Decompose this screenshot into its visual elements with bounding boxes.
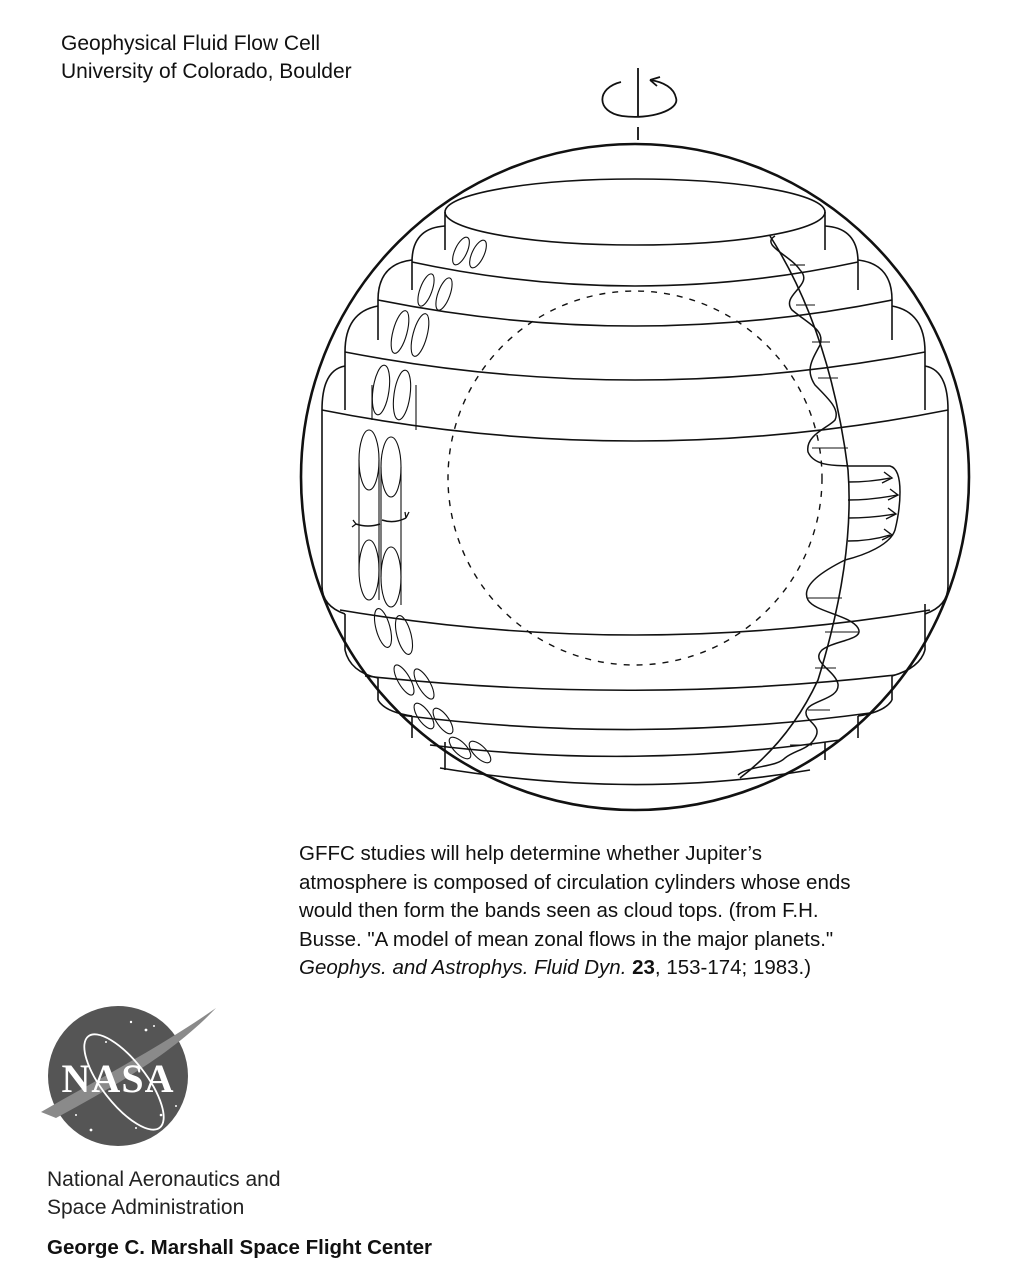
caption-line-1: GFFC studies will help determine whether Jupiter’s <box>299 842 762 865</box>
agency-line-2: Space Administration <box>47 1196 245 1219</box>
journal-pages: , 153-174; 1983.) <box>654 956 812 979</box>
rotation-arrow-icon <box>602 68 676 140</box>
caption-citation <box>299 954 989 983</box>
journal-name: Geophys. and Astrophys. Fluid Dyn. <box>299 956 627 979</box>
caption-line-2: atmosphere is composed of circulation cylinders whose ends <box>299 870 851 894</box>
cylinder-south <box>345 604 925 785</box>
agency-name <box>47 1166 281 1222</box>
nasa-logo-text: NASA <box>61 1056 175 1101</box>
caption-line-3: would then form the bands seen as cloud tops. (from F.H. <box>299 899 819 922</box>
diagram-caption <box>299 840 989 983</box>
journal-volume: 23 <box>632 956 655 979</box>
title-line-1: Geophysical Fluid Flow Cell <box>61 32 321 55</box>
center-name: George C. Marshall Space Flight Center <box>47 1236 433 1259</box>
cylinder-1 <box>445 179 825 250</box>
title-line-2: University of Colorado, Boulder <box>61 60 352 83</box>
agency-line-1: National Aeronautics and <box>47 1168 281 1191</box>
caption-line-4: Busse. "A model of mean zonal flows in the major planets." <box>299 927 834 951</box>
nasa-meatball-logo-icon <box>36 1000 226 1150</box>
